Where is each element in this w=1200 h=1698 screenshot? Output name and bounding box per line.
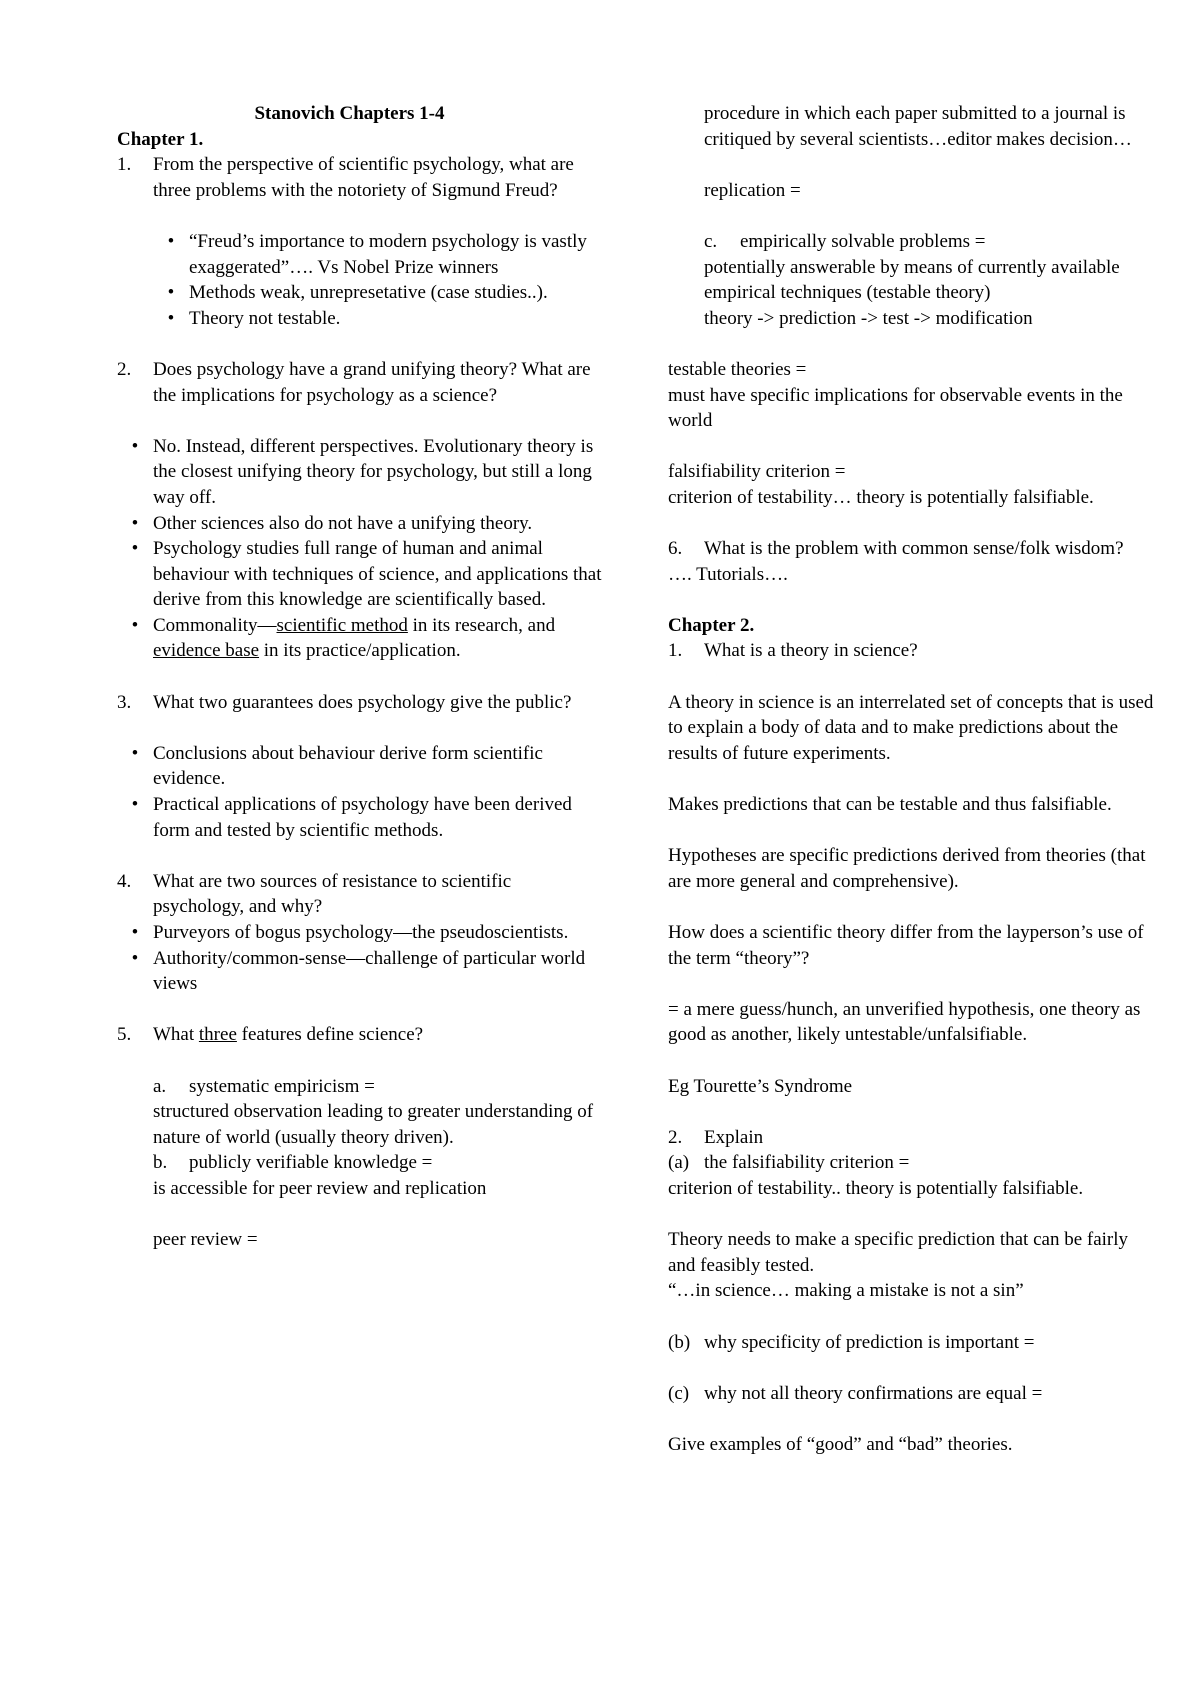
list-item: • Commonality—scientific method in its research, and evidence base in its practice/application.	[117, 613, 602, 664]
paragraph: How does a scientific theory differ from the layperson’s use of the term “theory”?	[668, 922, 1144, 969]
question-5-answers	[117, 1074, 602, 1253]
falsifiability-term: falsifiability criterion =	[668, 461, 846, 483]
list-item: • Authority/common-sense—challenge of particular world views	[117, 946, 602, 997]
left-column	[117, 101, 602, 1253]
question-text: What three features define science?	[153, 1024, 424, 1046]
chapter1-question-5	[117, 1022, 602, 1048]
question-2-answers	[117, 434, 602, 664]
paragraph: Makes predictions that can be testable and thus falsifiable.	[668, 794, 1112, 816]
bullet-icon: •	[131, 742, 139, 764]
peer-review-block	[668, 101, 1158, 331]
question-text: Does psychology have a grand unifying theory? What are the implications for psychology as a science?	[153, 358, 591, 406]
testable-theories-definition: must have specific implications for observable events in the world	[668, 384, 1123, 432]
list-item: • Other sciences also do not have a unifying theory.	[117, 511, 602, 537]
peer-review-term: peer review =	[153, 1229, 258, 1251]
document-title: Stanovich Chapters 1-4	[254, 103, 445, 124]
question-number: 3.	[117, 691, 132, 713]
list-item: • Psychology studies full range of human and animal behaviour with techniques of science, and applications that derive from this knowledge are scientifically based.	[117, 536, 602, 613]
sub-question-c: (c) why not all theory confirmations are equal =	[668, 1382, 1043, 1404]
peer-review-definition: procedure in which each paper submitted to a journal is critiqued by several scientists…editor makes decision…	[704, 103, 1132, 150]
right-column	[668, 101, 1158, 1457]
list-item: • No. Instead, different perspectives. Evolutionary theory is the closest unifying theory for psychology, but still a long way off.	[117, 434, 602, 511]
question-number: 2.	[117, 358, 132, 380]
question-number: 5.	[117, 1024, 132, 1046]
list-item: • Purveyors of bogus psychology—the pseudoscientists.	[117, 920, 602, 946]
question-number: 1.	[117, 154, 132, 176]
paragraph: Hypotheses are specific predictions derived from theories (that are more general and comprehensive).	[668, 845, 1146, 892]
underlined-term: three	[198, 1024, 237, 1046]
question-3-answers	[117, 741, 602, 843]
underlined-term: evidence base	[153, 640, 260, 662]
list-item: • Conclusions about behaviour derive form scientific evidence.	[117, 741, 602, 792]
replication-term: replication =	[704, 179, 801, 201]
chapter-2-heading: Chapter 2.	[668, 614, 755, 636]
bullet-icon: •	[131, 538, 139, 560]
sub-question-b: (b) why specificity of prediction is important =	[668, 1331, 1035, 1353]
chapter-1-heading: Chapter 1.	[117, 128, 204, 150]
question-text: What two guarantees does psychology give the public?	[153, 691, 572, 713]
question-1-answers	[117, 229, 602, 331]
question-text: Explain	[704, 1126, 764, 1148]
chapter1-question-4	[117, 869, 602, 920]
chapter1-question-3	[117, 690, 602, 716]
feature-a-definition: structured observation leading to greater understanding of nature of world (usually theory driven).	[153, 1101, 594, 1148]
question-number: 6.	[668, 538, 683, 560]
feature-c-chain: theory -> prediction -> test -> modification	[704, 307, 1033, 329]
quote: “…in science… making a mistake is not a sin”	[668, 1280, 1024, 1302]
list-item: • Methods weak, unrepresetative (case studies..).	[153, 280, 602, 306]
chapter1-question-2	[117, 357, 602, 408]
underlined-term: scientific method	[276, 614, 408, 636]
bullet-icon: •	[131, 922, 139, 943]
feature-b-definition: is accessible for peer review and replication	[153, 1177, 487, 1199]
chapter1-question-1	[117, 152, 602, 203]
tutorials-note: …. Tutorials….	[668, 563, 788, 585]
question-text: From the perspective of scientific psychology, what are three problems with the notoriety of Sigmund Freud?	[153, 154, 574, 201]
falsifiability-definition: criterion of testability… theory is potentially falsifiable.	[668, 486, 1094, 508]
bullet-icon: •	[131, 947, 139, 969]
feature-c-definition: potentially answerable by means of currently available empirical techniques (testable theory)	[704, 256, 1120, 304]
testable-theories-term: testable theories =	[668, 358, 807, 380]
sub-question-a: (a) the falsifiability criterion =	[668, 1152, 910, 1174]
paragraph: Theory needs to make a specific prediction that can be fairly and feasibly tested.	[668, 1229, 1129, 1276]
list-item: • “Freud’s importance to modern psychology is vastly exaggerated”…. Vs Nobel Prize winners	[153, 229, 602, 280]
bullet-icon: •	[167, 307, 175, 329]
list-item: • Theory not testable.	[153, 306, 602, 332]
feature-a: a. systematic empiricism =	[153, 1075, 375, 1097]
bullet-icon: •	[131, 614, 139, 636]
paragraph: Give examples of “good” and “bad” theories.	[668, 1433, 1013, 1455]
question-text: What are two sources of resistance to scientific psychology, and why?	[153, 870, 512, 918]
question-text: What is a theory in science?	[704, 640, 918, 662]
question-4-answers	[117, 920, 602, 997]
bullet-icon: •	[131, 435, 139, 457]
question-text: What is the problem with common sense/folk wisdom?	[704, 538, 1124, 560]
feature-c: c. empirically solvable problems =	[704, 230, 986, 252]
paragraph: = a mere guess/hunch, an unverified hypothesis, one theory as good as another, likely untestable/unfalsifiable.	[668, 998, 1141, 1046]
chapter1-question-6	[668, 536, 1158, 562]
question-number: 1.	[668, 640, 683, 662]
chapter2-question-2	[668, 1125, 1158, 1151]
paragraph: A theory in science is an interrelated set of concepts that is used to explain a body of data and to make predictions about the results of future experiments.	[668, 691, 1154, 764]
feature-b: b. publicly verifiable knowledge =	[153, 1152, 433, 1174]
question-number: 4.	[117, 870, 132, 892]
list-item: • Practical applications of psychology have been derived form and tested by scientific methods.	[117, 792, 602, 843]
paragraph: Eg Tourette’s Syndrome	[668, 1075, 853, 1097]
bullet-icon: •	[131, 794, 139, 816]
question-number: 2.	[668, 1126, 683, 1148]
chapter2-question-1	[668, 638, 1158, 664]
bullet-icon: •	[131, 512, 139, 534]
sub-question-a-definition: criterion of testability.. theory is potentially falsifiable.	[668, 1177, 1084, 1199]
bullet-icon: •	[167, 282, 175, 304]
bullet-icon: •	[167, 230, 175, 252]
